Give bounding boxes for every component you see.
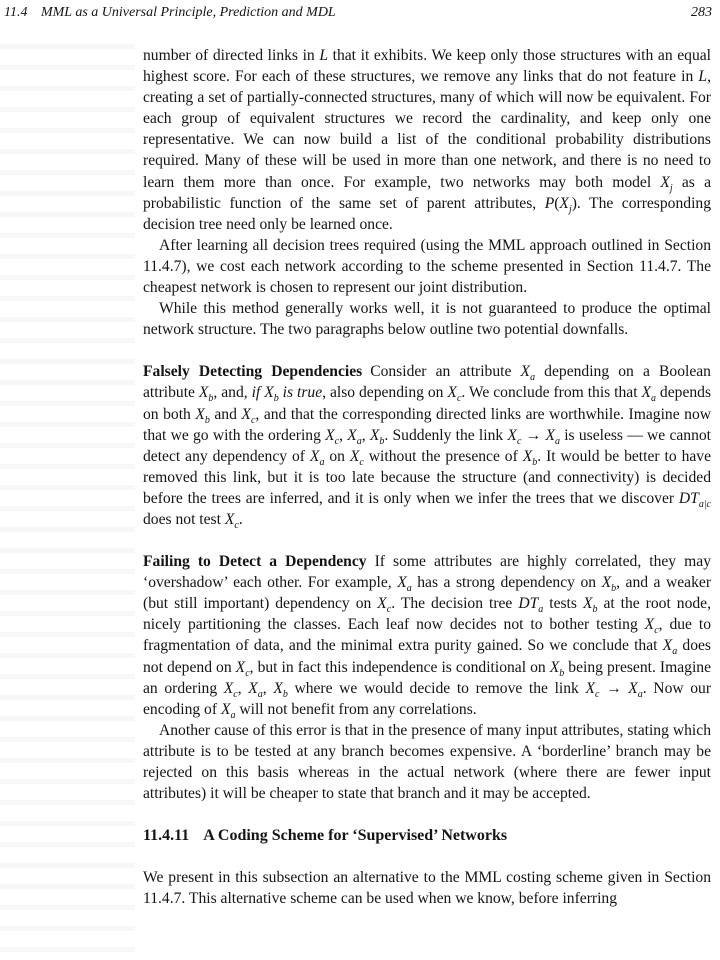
math-sub: a (356, 435, 362, 447)
math-X: X (522, 447, 533, 465)
paragraph-falsely-detecting: Falsely Detecting Dependencies Consider an attribute $X_a$ depending on a Boolean attribute $X_b$, and, if $X_b$ is true, also depending on $X_c$. We conclude from this that $X_a$ depends on both $X_b$ and $X_c$, and that the corresponding directed links are worthwhile. Imagine now that we go with the ordering $X_c$, $X_a$, $X_b$. Suddenly the link $X_c \to X_a$ is useless — we cannot detect any dependency of $X_a$ on $X_c$ without the presence of $X_b$. It would be better to have removed this link, but it is too late because the structure (and connectivity) is decided before the trees are inferred, and it is only when we infer the trees that we discover $DT_{a|c}$ does not test $X_c$. (143, 363, 712, 532)
math-sub: c (334, 435, 340, 447)
paragraph-structures: number of directed links in L that it exhibits. We keep only those structures with an equal highest score. For each of these structures, we remove any links that do not feature in L, creating a set of partially-connected structures, many of which will now be equivalent. For each group of equivalent structures we record the cardinality, and keep only one representative. We can now build a list of the conditional probability distributions required. Many of these will be used in more than one network, and there is no need to learn them more than once. For example, two networks may both model $X_j$ as a probabilistic function of the same set of parent attributes, $P(X_j)$. The corresponding decision tree need only be learned once. (143, 47, 711, 233)
subsection-number: 11.4.11 (143, 827, 190, 845)
math-X: X (601, 574, 612, 592)
math-sub: b (611, 583, 617, 595)
math-sub: c (233, 688, 238, 700)
run-in-heading-falsely-detecting: Falsely Detecting Dependencies (143, 363, 363, 381)
math-L: L (698, 68, 708, 86)
math-sub: c (386, 604, 392, 616)
math-X: X (198, 384, 209, 402)
running-head-section-number: 11.4 (4, 5, 28, 20)
math-P: P (544, 194, 555, 212)
arrow-symbol: → (606, 679, 622, 697)
math-sub: c (654, 625, 659, 637)
math-X: X (347, 426, 357, 444)
math-sub: a (406, 583, 412, 595)
math-sub: c (516, 435, 522, 447)
math-sub: a (257, 688, 263, 700)
math-sub: b (208, 393, 214, 405)
math-DT: DT (678, 489, 699, 507)
show-through-margin (0, 30, 135, 960)
math-sub: a (554, 435, 560, 447)
running-head-title: MML as a Universal Principle, Prediction and MDL (40, 5, 336, 20)
math-sub: j (568, 203, 572, 215)
math-X: X (641, 384, 651, 402)
math-X: X (377, 595, 387, 613)
math-X: X (507, 426, 517, 444)
paragraph-another-cause: Another cause of this error is that in the presence of many input attributes, stating which attribute is to be tested at any branch becomes expensive. A ‘borderline’ branch may be rejected on this basis whereas in the actual network (where there are fewer input attributes) it will be cheaper to state that branch and it may be accepted. (143, 721, 711, 803)
math-X: X (220, 700, 231, 718)
math-X: X (582, 595, 593, 613)
math-X: X (195, 405, 205, 423)
math-X: X (235, 658, 246, 676)
math-sub: a (230, 709, 236, 721)
math-X: X (545, 426, 555, 444)
page-body (143, 45, 711, 909)
math-sub: a (538, 604, 544, 616)
math-sub: c (234, 520, 239, 532)
math-sub: a (530, 372, 536, 384)
run-in-heading-failing-to-detect: Failing to Detect a Dependency (143, 553, 367, 571)
paragraph-downfalls: While this method generally works well, it is not guaranteed to produce the optimal network structure. The two paragraphs below outline two potential downfalls. (143, 300, 711, 339)
math-sub: b (559, 667, 565, 679)
subsection-heading (143, 825, 711, 846)
math-X: X (585, 679, 595, 697)
math-X: X (447, 384, 457, 402)
math-X: X (241, 405, 251, 423)
arrow-symbol: → (525, 426, 542, 444)
math-sub: c (250, 414, 256, 426)
math-sub: c (359, 456, 364, 468)
math-X: X (325, 426, 335, 444)
math-sub: a|c (698, 498, 711, 510)
math-X: X (628, 679, 638, 697)
math-X: X (223, 679, 234, 697)
math-X: X (644, 616, 655, 634)
math-X: X (309, 447, 320, 465)
math-X: X (264, 384, 274, 402)
math-sub: c (456, 393, 462, 405)
math-sub: a (319, 456, 325, 468)
paragraph-failing-to-detect: Failing to Detect a Dependency If some attributes are highly correlated, they may ‘overshadow’ each other. For example, $X_a$ has a strong dependency on $X_b$, and a weaker (but still important) dependency on $X_c$. The decision tree $DT_a$ tests $X_b$ at the root node, nicely partitioning the classes. Each leaf now decides not to bother testing $X_c$, due to fragmentation of data, and the minimal extra purity gained. So we conclude that $X_a$ does not depend on $X_c$, but in fact this independence is conditional on $X_b$ being present. Imagine an ordering $X_c$, $X_a$, $X_b$ where we would decide to remove the link $X_c \to X_a$. Now our encoding of $X_a$ will not benefit from any correlations. (143, 553, 712, 721)
page-number: 283 (691, 5, 712, 20)
math-X: X (520, 363, 531, 381)
math-X: X (248, 679, 258, 697)
math-sub: a (637, 688, 643, 700)
math-sub: a (651, 393, 656, 405)
math-sub: b (273, 393, 279, 405)
paragraph-learning: After learning all decision trees required (using the MML approach outlined in Section 11.4.7), we cost each network according to the scheme presented in Section 11.4.7. The cheapest network is chosen to represent our joint distribution. (143, 236, 711, 297)
math-sub: b (204, 414, 210, 426)
math-X: X (549, 658, 560, 676)
paragraph-subsection-intro: We present in this subsection an alternative to the MML costing scheme given in Section 11.4.7. This alternative scheme can be used when we know, before inferring (143, 869, 711, 908)
math-sub: b (282, 688, 288, 700)
math-X: X (273, 679, 283, 697)
math-L: L (319, 47, 329, 64)
math-X: X (559, 194, 569, 212)
running-head (4, 4, 712, 22)
math-sub: b (532, 456, 538, 468)
math-X: X (397, 574, 407, 592)
math-X: X (349, 447, 360, 465)
emph-if: if (251, 384, 261, 402)
math-X: X (660, 173, 670, 191)
math-X: X (662, 637, 673, 655)
emph-is-true: is true (282, 384, 323, 402)
math-sub: c (595, 688, 600, 700)
math-sub: b (379, 435, 385, 447)
math-sub: a (672, 646, 678, 658)
math-sub: b (592, 604, 598, 616)
math-sub: j (669, 182, 673, 194)
math-X: X (369, 426, 380, 444)
math-DT: DT (518, 595, 539, 613)
subsection-title: A Coding Scheme for ‘Supervised’ Networks (203, 827, 508, 845)
math-sub: c (245, 667, 250, 679)
math-X: X (224, 510, 235, 528)
